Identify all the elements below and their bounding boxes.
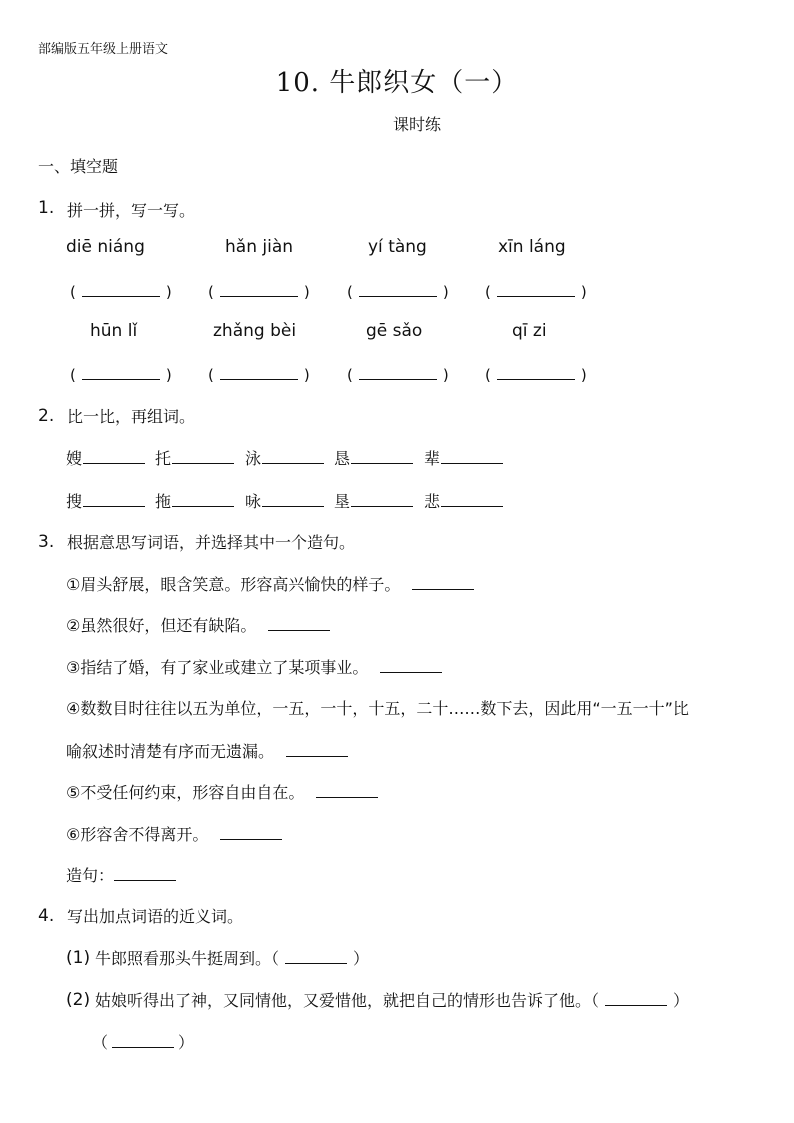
- page-title: 10. 牛郎织女（一）: [275, 68, 519, 98]
- q4-sub2-number: (2): [66, 990, 91, 1010]
- char-blank-2[interactable]: 托: [155, 446, 234, 469]
- q3-item-5[interactable]: ⑤不受任何约束，形容自由自在。: [66, 780, 378, 803]
- q1-number: 1.: [38, 198, 55, 218]
- pinyin-4: xīn láng: [498, 237, 566, 257]
- answer-box-3[interactable]: ( ): [347, 283, 449, 301]
- answer-box-4[interactable]: ( ): [485, 283, 587, 301]
- answer-box-5[interactable]: ( ): [70, 366, 172, 384]
- pinyin-3: yí tàng: [368, 237, 427, 257]
- char-blank-3[interactable]: 泳: [245, 446, 324, 469]
- q4-sub1-number: (1): [66, 948, 91, 968]
- q3-item-4-line2[interactable]: 喻叙述时清楚有序而无遗漏。: [66, 739, 348, 762]
- pinyin-1: diē niáng: [66, 237, 145, 257]
- q2-number: 2.: [38, 406, 55, 426]
- pinyin-7: gē sǎo: [366, 321, 423, 341]
- char-blank-5[interactable]: 辈: [424, 446, 503, 469]
- q4-sub2[interactable]: 姑娘听得出了神，又同情他，又爱惜他，就把自己的情形也告诉了他。（ ）: [95, 991, 690, 1010]
- q4-sub2-extra[interactable]: （ ）: [92, 1033, 195, 1052]
- section-heading: 一、填空题: [38, 157, 119, 176]
- char-blank-1[interactable]: 嫂: [66, 446, 145, 469]
- char-blank-6[interactable]: 搜: [66, 489, 145, 512]
- q3-item-1[interactable]: ①眉头舒展，眼含笑意。形容高兴愉快的样子。: [66, 572, 474, 595]
- q4-sub1[interactable]: 牛郎照看那头牛挺周到。（ ）: [95, 949, 370, 968]
- q3-sentence[interactable]: 造句：: [66, 863, 176, 886]
- char-blank-9[interactable]: 垦: [334, 489, 413, 512]
- q1-prompt: 拼一拼，写一写。: [67, 201, 196, 220]
- char-blank-4[interactable]: 恳: [334, 446, 413, 469]
- answer-box-8[interactable]: ( ): [485, 366, 587, 384]
- q3-prompt: 根据意思写词语，并选择其中一个造句。: [67, 533, 356, 552]
- pinyin-5: hūn lǐ: [90, 321, 138, 341]
- char-blank-8[interactable]: 咏: [245, 489, 324, 512]
- pinyin-8: qī zi: [512, 321, 547, 341]
- answer-box-1[interactable]: ( ): [70, 283, 172, 301]
- q3-item-6[interactable]: ⑥形容舍不得离开。: [66, 822, 282, 845]
- series-label: 部编版五年级上册语文: [38, 42, 169, 57]
- answer-box-7[interactable]: ( ): [347, 366, 449, 384]
- q4-prompt: 写出加点词语的近义词。: [67, 907, 244, 926]
- answer-box-2[interactable]: ( ): [208, 283, 310, 301]
- pinyin-2: hǎn jiàn: [225, 237, 294, 257]
- q4-number: 4.: [38, 906, 55, 926]
- char-blank-7[interactable]: 拖: [155, 489, 234, 512]
- q3-item-3[interactable]: ③指结了婚，有了家业或建立了某项事业。: [66, 655, 442, 678]
- pinyin-6: zhǎng bèi: [213, 321, 297, 341]
- answer-box-6[interactable]: ( ): [208, 366, 310, 384]
- q3-item-4-line1: ④数数目时往往以五为单位，一五，一十，十五，二十……数下去，因此用“一五一十”比: [66, 699, 689, 718]
- q3-number: 3.: [38, 532, 55, 552]
- char-blank-10[interactable]: 悲: [424, 489, 503, 512]
- q3-item-2[interactable]: ②虽然很好，但还有缺陷。: [66, 613, 330, 636]
- q2-prompt: 比一比，再组词。: [67, 407, 196, 426]
- page-subtitle: 课时练: [392, 115, 441, 134]
